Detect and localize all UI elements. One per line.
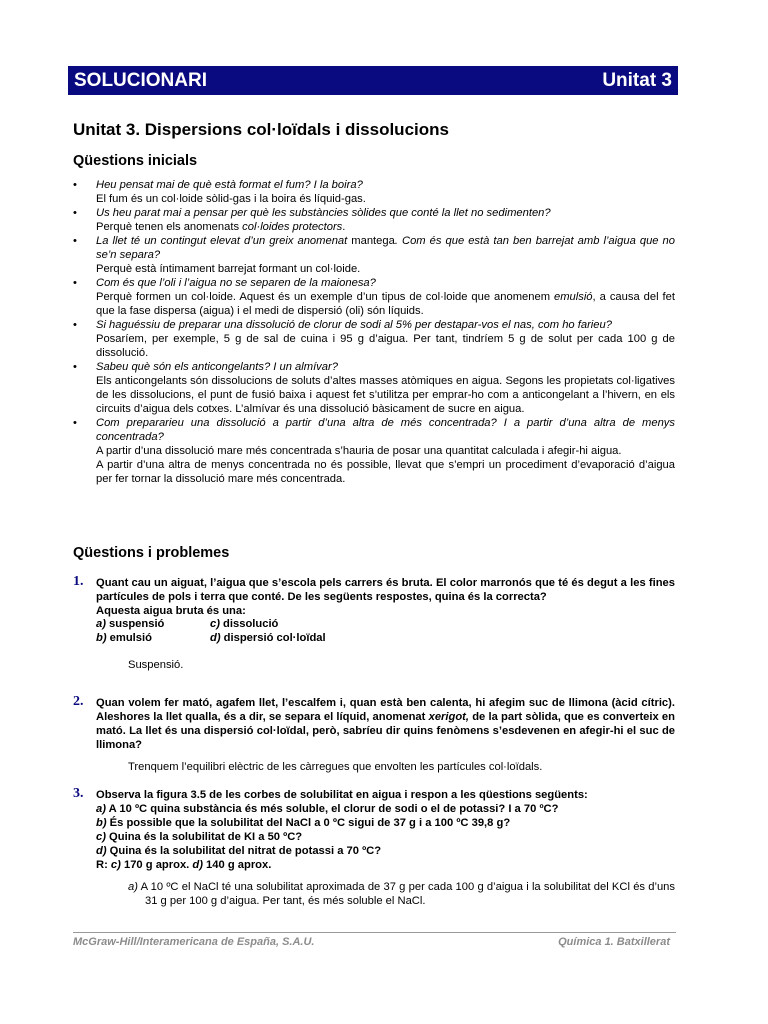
- problem-text: Quan volem fer mató, agafem llet, l’escalfem i, quan està ben calenta, hi afegim suc de llimona (àcid cítric). Aleshores la llet qualla, és a dir, se separa el líquid, anomenat xerigot, de la part sòlida, que es converteix en mató. La llet és una dispersió col·loïdal, però, sabríeu dir quins fenòmens s’esdevenen en afegir-hi el suc de llimona?: [96, 697, 675, 751]
- header-banner: [68, 66, 678, 95]
- section-heading-initial: Qüestions inicials: [73, 153, 198, 169]
- question-text: • La llet té un contingut elevat d’un greix anomenat mantega. Com és que està tan ben barrejat amb l’aigua que no se’n separa?: [96, 235, 675, 261]
- option-c: c) dissolució: [210, 618, 279, 630]
- question-text: • Us heu parat mai a pensar per què les substàncies sòlides que conté la llet no sedimenten?: [96, 207, 551, 219]
- answer-text: Suspensió.: [128, 659, 184, 671]
- answer-text-2: A partir d’una altra de menys concentrada no és possible, llevat que s’empri un procediment d’evaporació d’aigua per fer tornar la dissolució mare més concentrada.: [96, 459, 675, 485]
- list-item: [73, 318, 675, 360]
- answer-text: Posaríem, per exemple, 5 g de sal de cuina i 95 g d’aigua. Per tant, tindríem 5 g de solut per cada 100 g de dissolució.: [96, 333, 675, 359]
- problem-intro: Observa la figura 3.5 de les corbes de solubilitat en aigua i respon a les qüestions següents:: [96, 789, 588, 801]
- section-heading-problems: Qüestions i problemes: [73, 545, 230, 561]
- problem-number: 1.: [73, 574, 84, 589]
- list-item: [73, 360, 675, 416]
- options-grid: [96, 618, 675, 645]
- list-item: [73, 178, 675, 206]
- option-b: b) emulsió: [96, 631, 152, 644]
- problem-3: [73, 788, 675, 908]
- problem-number: 3.: [73, 786, 84, 801]
- list-item: [73, 206, 675, 234]
- answer-text: Perquè tenen els anomenats col·loides protectors.: [96, 221, 346, 233]
- problem-lead: Aquesta aigua bruta és una:: [96, 605, 246, 617]
- subquestion-d: d) Quina és la solubilitat del nitrat de potassi a 70 ºC?: [96, 845, 382, 857]
- problem-number: 2.: [73, 694, 84, 709]
- list-item: [73, 276, 675, 318]
- answer-text: Els anticongelants són dissolucions de soluts d’altes masses atòmiques en aigua. Segons les propietats col·ligatives de les dissolucions, el punt de fusió baixa i aquest fet s’utilitza per emprar-ho com a anticongelant a l’hivern, en els circuits d’aigua dels cotxes. L’almívar és una dissolució bàsicament de sucre en aigua.: [96, 375, 675, 415]
- header-solucionari: SOLUCIONARI: [74, 69, 207, 91]
- page-title: Unitat 3. Dispersions col·loïdals i dissolucions: [73, 120, 449, 139]
- answer-text: El fum és un col·loide sòlid-gas i la boira és líquid-gas.: [96, 193, 366, 205]
- header-unit: Unitat 3: [602, 69, 672, 91]
- question-text: • Com és que l’oli i l’aigua no se separen de la maionesa?: [96, 277, 376, 289]
- problem-text: Quant cau un aiguat, l’aigua que s’escola pels carrers és bruta. El color marronós que té és degut a les fines partícules de pols i terra que conté. De les següents respostes, quina és la correcta?: [96, 577, 675, 603]
- answer-text: A partir d’una dissolució mare més concentrada s’hauria de posar una quantitat calculada i afegir-hi aigua.: [96, 445, 622, 457]
- answer-text: Perquè està íntimament barrejat formant un col·loide.: [96, 263, 361, 275]
- answer-text: Trenquem l’equilibri elèctric de les càrregues que envolten les partícules col·loïdals.: [128, 761, 543, 773]
- footer-publisher: McGraw-Hill/Interamericana de España, S.A.U.: [73, 936, 315, 948]
- option-a: a) suspensió: [96, 618, 165, 630]
- footer-divider: [73, 932, 676, 933]
- option-d: d) dispersió col·loïdal: [210, 631, 326, 644]
- list-item: [73, 416, 675, 486]
- list-item: [73, 234, 675, 276]
- short-answers: R: c) 170 g aprox. d) 140 g aprox.: [96, 859, 272, 871]
- subquestion-b: b) És possible que la solubilitat del NaCl a 0 ºC sigui de 37 g i a 100 ºC 39,8 g?: [96, 817, 511, 829]
- answer-text: Perquè formen un col·loide. Aquest és un exemple d’un tipus de col·loide que anomenem emulsió, a causa del fet que la fase dispersa (aigua) i el medi de dispersió (oli) són líquids.: [96, 291, 675, 317]
- question-text: • Com prepararieu una dissolució a partir d’una altra de més concentrada? I a partir d’una altra de menys concentrada?: [96, 417, 675, 443]
- subquestion-c: c) Quina és la solubilitat de KI a 50 ºC?: [96, 831, 303, 843]
- problem-1: [73, 576, 675, 672]
- footer-book: Química 1. Batxillerat: [558, 936, 670, 948]
- problem-2: [73, 696, 675, 774]
- subquestion-a: a) A 10 ºC quina substància és més soluble, el clorur de sodi o el de potassi? I a 70 ºC?: [96, 803, 559, 815]
- question-text: • Si haguéssiu de preparar una dissolució de clorur de sodi al 5% per destapar-vos el nas, com ho farieu?: [96, 319, 612, 331]
- initial-questions-list: [73, 178, 675, 486]
- answer-text: a) A 10 ºC el NaCl té una solubilitat aproximada de 37 g per cada 100 g d’aigua i la solubilitat del KCl és d’uns 31 g per 100 g d’aigua. Per tant, és més soluble el NaCl.: [128, 881, 675, 907]
- question-text: • Sabeu què són els anticongelants? I un almívar?: [96, 361, 338, 373]
- question-text: • Heu pensat mai de què està format el fum? I la boira?: [96, 179, 363, 191]
